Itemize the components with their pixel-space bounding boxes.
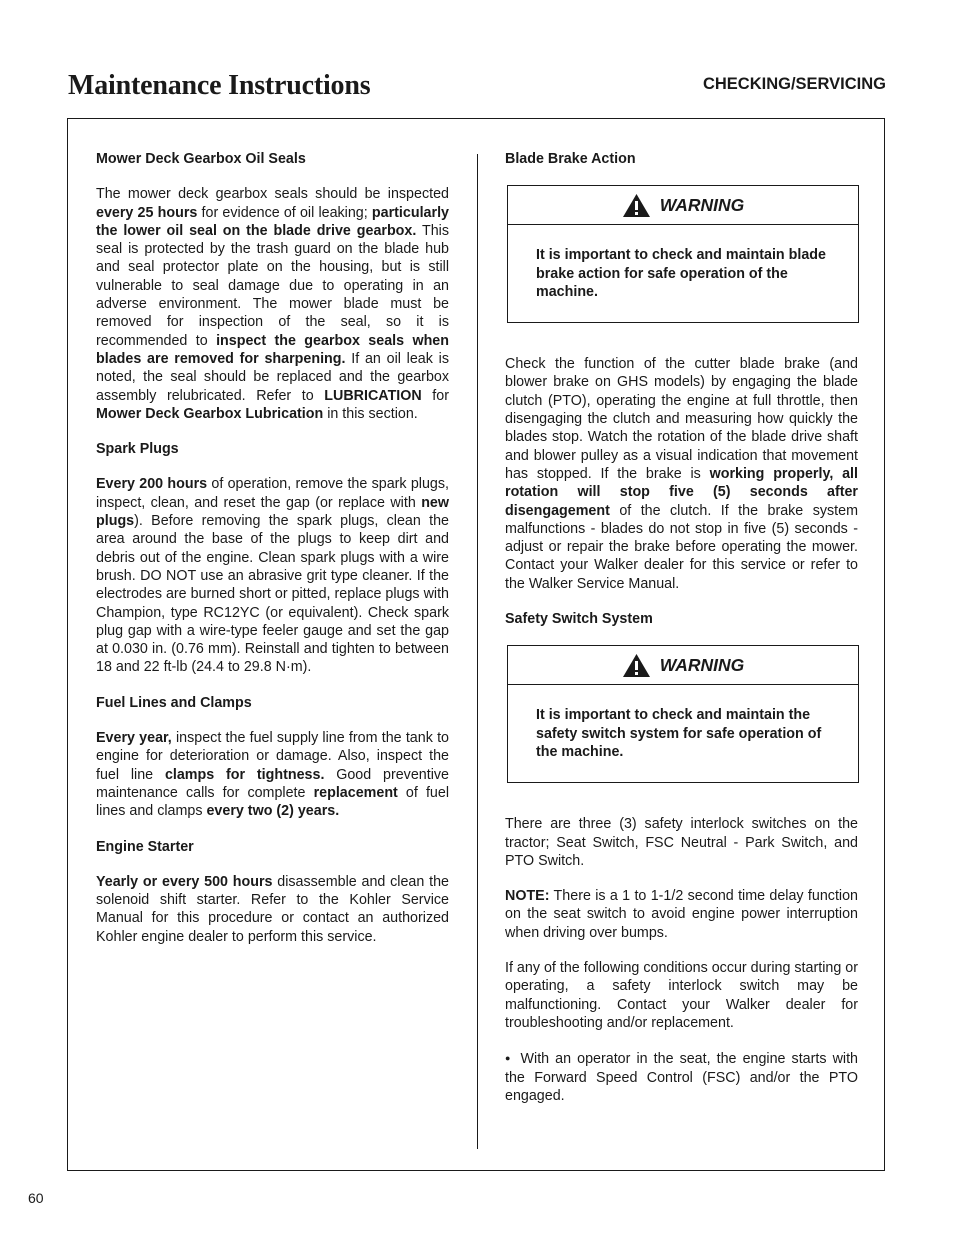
warning-text: It is important to check and maintain the safety switch system for safe operation of the machine. [536,707,822,760]
bullet-item: ● With an operator in the seat, the engine starts with the Forward Speed Control (FSC) and/or the PTO engaged. [505,1049,858,1105]
text: Good preventive maintenance calls for complete [96,766,449,801]
bold-text: Mower Deck Gearbox Lubrication [96,405,324,422]
left-column [96,150,449,963]
gearbox-heading: Mower Deck Gearbox Oil Seals [96,151,306,167]
brake-heading: Blade Brake Action [505,151,636,167]
text: of fuel lines and clamps [96,784,449,820]
brake-paragraph [505,355,858,593]
safety-warning-box [507,645,859,783]
bold-text: Every year, [96,730,172,747]
bold-text: every two (2) years. [206,803,340,820]
text: Check the function of the cutter blade brake (and blower brake on GHS models) by engaging the blade clutch (PTO), operating the engine at full throttle, then disengaging the clutch and measuring how quickly the blades stop. Watch the rotation of the blade drive shaft and blower pulley as a visual indication that movement has stopped. If the brake is [505,356,858,482]
safety-heading: Safety Switch System [505,611,653,628]
bold-text: particularly the lower oil seal on the blade drive gearbox. [96,204,449,239]
text: for [421,387,449,404]
bold-text: every 25 hours [96,204,198,221]
text: disassemble and clean the solenoid shift starter. Refer to the Kohler Service Manual for this procedure or contact an authorized Kohler engine dealer to perform this service. [96,873,449,945]
safety-paragraph-1: There are three (3) safety interlock switches on the tractor; Seat Switch, FSC Neutral - Park Switch, and PTO Switch. [505,816,858,869]
brake-warning-box [507,185,859,323]
bold-text: clamps for tightness. [164,766,325,783]
warning-label: WARNING [659,655,745,676]
bold-text: Yearly or every 500 hours [96,873,273,890]
text: of operation, remove the spark plugs, inspect, clean, and reset the gap (or replace with [96,476,449,511]
fuel-paragraph [96,729,449,820]
text: ). Before removing the spark plugs, clean the area around the base of the plugs to keep dirt and debris out of the engine. Clean spark plugs with a wire brush. DO NOT use an abrasive grit type cleaner. If the electrodes are burned short or pitted, replace plugs with Champion, type RC12YC (or equivalent). Check spark plug gap with a wire-type feeler gauge and set the gap at 0.030 in. (0.76 mm). Reinstall and tighten to between 18 and 22 ft-lb (24.4 to 29.8 N·m). [96,513,449,676]
warning-header [508,646,858,685]
bold-text: inspect the gearbox seals when blades are removed for sharpening. [96,332,449,367]
text: in this section. [323,405,418,422]
column-divider [477,154,478,1149]
bold-text: working properly, all rotation will stop five (5) seconds after disengagement [505,465,859,519]
spark-heading: Spark Plugs [96,441,179,458]
bold-text: new plugs [96,494,449,530]
warning-header [508,186,858,225]
note-paragraph [505,887,858,942]
gearbox-paragraph [96,185,449,423]
starter-paragraph [96,873,449,946]
section-label: CHECKING/SERVICING [702,75,886,93]
spark-paragraph [96,475,449,676]
bold-text: replacement [313,784,398,801]
text: If an oil leak is noted, the seal should be replaced and the gearbox assembly relubricated. Refer to [96,350,449,404]
starter-heading: Engine Starter [96,838,194,855]
right-column [505,150,858,1122]
safety-paragraph-3: If any of the following conditions occur during starting or operating, a safety interlock switch may be malfunctioning. Contact your Walker dealer for troubleshooting and/or replacement. [505,960,858,1031]
page-number: 60 [28,1190,44,1206]
text: of the clutch. If the brake system malfunctions - blades do not stop in five (5) seconds - adjust or repair the brake before operating the mower. Contact your Walker dealer for this service or refer to the Walker Service Manual. [505,502,858,592]
note-label: NOTE: [505,888,550,905]
text: This seal is protected by the trash guard on the blade hub and seal protector plate on the housing, but is still vulnerable to seal damage due to operating in an adverse environment. The mower blade must be removed for inspection of the seal, so it is recommended to [96,222,449,349]
bold-text: LUBRICATION [324,387,422,404]
page-title: Maintenance Instructions [68,70,371,101]
warning-text: It is important to check and maintain blade brake action for safe operation of the machine. [536,247,826,300]
text: for evidence of oil leaking; [197,204,372,221]
fuel-heading: Fuel Lines and Clamps [96,694,252,711]
text: The mower deck gearbox seals should be inspected [96,186,449,203]
warning-triangle-icon [622,193,651,218]
bold-text: Every 200 hours [96,476,208,493]
warning-triangle-icon [622,653,651,678]
text: inspect the fuel supply line from the tank to engine for deterioration or damage. Also, inspect the fuel line [96,730,449,783]
text: There is a 1 to 1-1/2 second time delay function on the seat switch to avoid engine power interruption when driving over bumps. [505,888,858,941]
warning-label: WARNING [659,195,745,216]
